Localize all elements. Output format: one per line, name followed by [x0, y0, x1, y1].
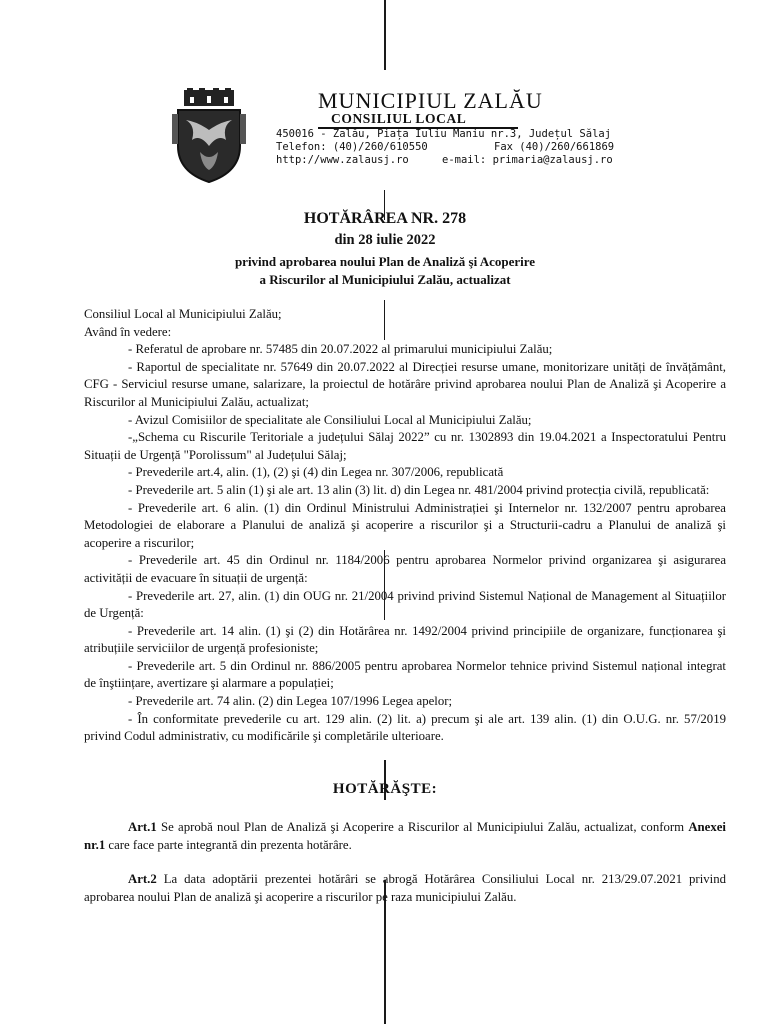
fax-text: Fax (40)/260/661869	[494, 141, 615, 153]
decision-title: HOTĂRÂREA NR. 278	[303, 210, 467, 227]
decides-heading: HOTĂRĂŞTE:	[332, 781, 438, 797]
website-link[interactable]: http://www.zalausj.ro	[276, 154, 409, 166]
article-label: Art.1	[128, 820, 157, 834]
decision-subject-line1: privind aprobarea noului Plan de Analiză şi Acoperire	[234, 254, 536, 269]
annex-reference: Anexei nr.1	[84, 820, 726, 852]
consideration-item: - Prevederile art.4, alin. (1), (2) şi (4) din Legea nr. 307/2006, republicată	[128, 465, 504, 480]
consideration-item: - Prevederile art. 5 din Ordinul nr. 886/2005 pentru aprobarea Normelor tehnice privind Sistemul național integrat de înştiințare, avertizare şi alarmare a populației;	[84, 658, 726, 691]
consideration-item: - Prevederile art. 14 alin. (1) şi (2) din Hotărârea nr. 1492/2004 privind principiile de organizare, funcționarea şi atribuțiile serviciilor de urgență profesioniste;	[84, 623, 726, 656]
article-2	[84, 870, 726, 906]
coat-of-arms-icon	[170, 88, 248, 184]
consideration-item: -„Schema cu Riscurile Teritoriale a județului Sălaj 2022” cu nr. 1302893 din 19.04.2021 a Inspectoratului Pentru Situații de Urgență "Porolissum" al Județului Sălaj;	[84, 430, 726, 462]
article-1	[84, 818, 726, 854]
decision-date: din 28 iulie 2022	[334, 232, 436, 248]
articles-section	[84, 818, 726, 906]
consideration-item: - Raportul de specialitate nr. 57649 din 20.07.2022 al Direcției resurse umane, monitorizare unități de învățământ, CFG - Serviciul resurse umane, salarizare, la proiectul de hotărâre privind aprobarea noului Plan de Analiză şi Acoperire a Riscurilor al Municipiului Zalău, actualizat;	[84, 359, 726, 409]
email-link[interactable]: e-mail: primaria@zalausj.ro	[442, 154, 613, 166]
consideration-item: - Avizul Comisiilor de specialitate ale Consiliului Local al Municipiului Zalău;	[128, 412, 532, 427]
considerations-section	[84, 306, 726, 746]
intro-line: Având în vedere:	[84, 324, 172, 339]
decision-subject-line2: a Riscurilor al Municipiului Zalău, actualizat	[259, 272, 511, 287]
consideration-item: - Prevederile art. 74 alin. (2) din Legea 107/1996 Legea apelor;	[128, 694, 453, 709]
article-text: Se aprobă noul Plan de Analiză şi Acoperire a Riscurilor al Municipiului Zalău, actualizat, conform	[156, 820, 689, 834]
intro-line: Consiliul Local al Municipiului Zalău;	[84, 307, 282, 321]
consideration-item: - Referatul de aprobare nr. 57485 din 20.07.2022 al primarului municipiului Zalău;	[128, 342, 553, 357]
municipality-title: MUNICIPIUL ZALĂU	[318, 88, 543, 113]
scan-fold-line	[384, 0, 386, 70]
consideration-item: - Prevederile art. 45 din Ordinul nr. 1184/2006 pentru aprobarea Normelor privind organizarea şi asigurarea activității de evacuare în situații de urgență:	[84, 553, 726, 585]
consideration-item: - Prevederile art. 6 alin. (1) din Ordinul Ministrului Administrației şi Internelor nr. 132/2007 pentru aprobarea Metodologiei de elaborare a Planului de analiză şi acoperire a riscurilor şi a Structurii-cadru a Planului de analiză şi acoperire a riscurilor;	[84, 500, 726, 550]
article-text: La data adoptării prezentei hotărâri se abrogă Hotărârea Consiliului Local nr. 213/29.07.2021 privind aprobarea noului Plan de analiză şi acoperire a riscurilor pe raza municipiului Zalău.	[84, 872, 726, 904]
article-label: Art.2	[128, 872, 157, 886]
consideration-item: - În conformitate prevederile cu art. 129 alin. (2) lit. a) precum şi ale art. 139 alin. (1) din O.U.G. nr. 57/2019 privind Codul administrativ, cu modificările şi completările ulterioare.	[84, 711, 726, 744]
consideration-item: - Prevederile art. 5 alin (1) şi ale art. 13 alin (3) lit. d) din Legea nr. 481/2004 privind protecția civilă, republicată:	[128, 482, 710, 497]
consideration-item: - Prevederile art. 27, alin. (1) din OUG nr. 21/2004 privind privind Sistemul Național de Management al Situațiilor de Urgență:	[84, 588, 726, 621]
address-line: 450016 - Zalău, Piața Iuliu Maniu nr.3, Județul Sălaj	[276, 128, 612, 140]
article-text: care face parte integrantă din prezenta hotărâre.	[105, 838, 352, 852]
phone-text: Telefon: (40)/260/610550	[276, 141, 428, 153]
council-title: CONSILIUL LOCAL	[331, 111, 467, 126]
